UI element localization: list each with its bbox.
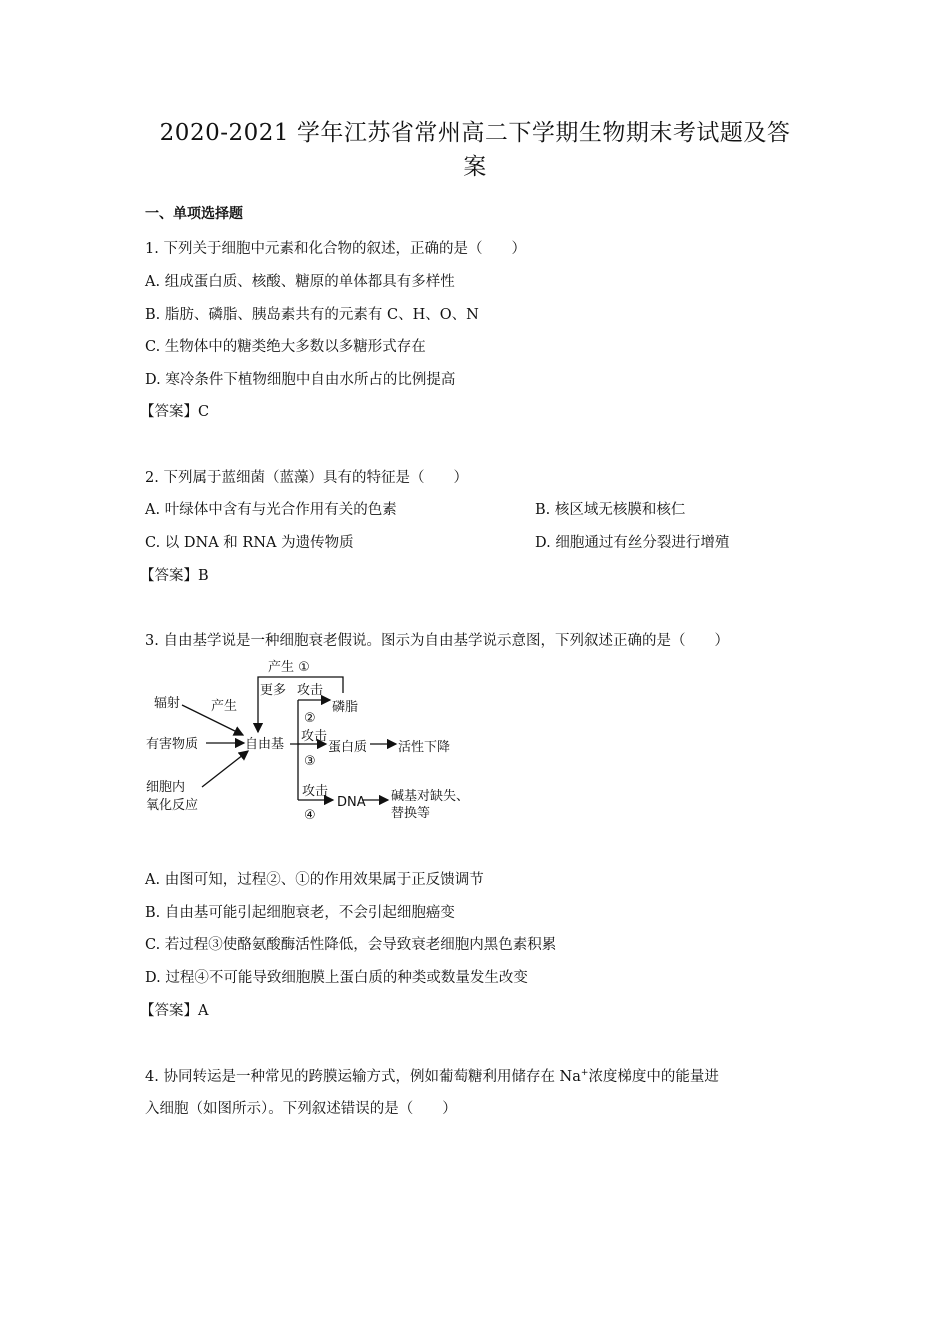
q4-stem-line-1: [145, 1065, 719, 1086]
label-protein: 蛋白质: [328, 740, 368, 755]
page-title: [100, 116, 850, 184]
label-attack-top: 攻击: [297, 683, 324, 698]
label-harmful: 有害物质: [146, 737, 199, 752]
branch-line: [290, 700, 300, 800]
title-line-2: 案: [463, 154, 487, 180]
label-phospholipid: 磷脂: [332, 700, 359, 715]
q4-stem-part-1: 4. 协同转运是一种常见的跨膜运输方式，例如葡萄糖利用储存在 Na: [145, 1069, 581, 1085]
q2-option-a: A. 叶绿体中含有与光合作用有关的色素: [145, 502, 397, 518]
q3-option-c: C. 若过程③使酪氨酸酶活性降低，会导致衰老细胞内黑色素积累: [145, 937, 557, 953]
q4-stem-line-2: 入细胞（如图所示）。下列叙述错误的是（ ）: [145, 1101, 457, 1117]
q2-stem: 2. 下列属于蓝细菌（蓝藻）具有的特征是（ ）: [145, 470, 468, 486]
q3-option-d: D. 过程④不可能导致细胞膜上蛋白质的种类或数量发生改变: [145, 970, 528, 986]
q1-stem: 1. 下列关于细胞中元素和化合物的叙述，正确的是（ ）: [145, 241, 526, 257]
label-cell-inner: 细胞内: [146, 780, 186, 795]
q1-option-d: D. 寒冷条件下植物细胞中自由水所占的比例提高: [145, 372, 456, 388]
label-produce: 产生: [211, 699, 238, 714]
label-dna: DNA: [337, 795, 366, 810]
q1-option-a: A. 组成蛋白质、核酸、糖原的单体都具有多样性: [145, 274, 455, 290]
section-heading: 一、单项选择题: [145, 206, 243, 222]
label-attack-mid: 攻击: [301, 729, 328, 744]
label-activity-down: 活性下降: [398, 740, 451, 755]
q2-answer: 【答案】B: [140, 568, 209, 584]
q3-option-b: B. 自由基可能引起细胞衰老，不会引起细胞癌变: [145, 905, 455, 921]
label-num-2: ②: [304, 711, 316, 726]
q1-option-c: C. 生物体中的糖类绝大多数以多糖形式存在: [145, 339, 426, 355]
free-radical-diagram: [140, 655, 500, 830]
label-num-3: ③: [304, 754, 316, 769]
q4-stem-part-2: 浓度梯度中的能量进: [588, 1069, 719, 1085]
q2-option-c: C. 以 DNA 和 RNA 为遗传物质: [145, 535, 354, 551]
title-line-1: 2020-2021 学年江苏省常州高二下学期生物期末考试题及答: [159, 120, 791, 146]
label-base-loss: 碱基对缺失、: [391, 789, 470, 804]
q3-stem: 3. 自由基学说是一种细胞衰老假说。图示为自由基学说示意图，下列叙述正确的是（ ）: [145, 633, 729, 649]
q3-option-a: A. 由图可知，过程②、①的作用效果属于正反馈调节: [145, 872, 484, 888]
label-attack-bottom: 攻击: [302, 784, 329, 799]
label-more: 更多: [260, 683, 287, 698]
label-replace: 替换等: [391, 806, 431, 821]
oxidation-arrow: [202, 751, 248, 787]
q4-stem-superscript: +: [580, 1068, 589, 1079]
label-produce-1: 产生 ①: [268, 660, 310, 675]
label-radiation: 辐射: [154, 696, 181, 711]
label-oxidation: 氧化反应: [146, 798, 199, 813]
q1-answer: 【答案】C: [140, 404, 210, 420]
label-num-4: ④: [304, 808, 316, 823]
q2-option-d: D. 细胞通过有丝分裂进行增殖: [535, 535, 730, 551]
q1-option-b: B. 脂肪、磷脂、胰岛素共有的元素有 C、H、O、N: [145, 307, 479, 323]
q2-option-b: B. 核区域无核膜和核仁: [535, 502, 686, 518]
label-free-radical: 自由基: [245, 737, 285, 752]
q3-answer: 【答案】A: [140, 1003, 209, 1019]
